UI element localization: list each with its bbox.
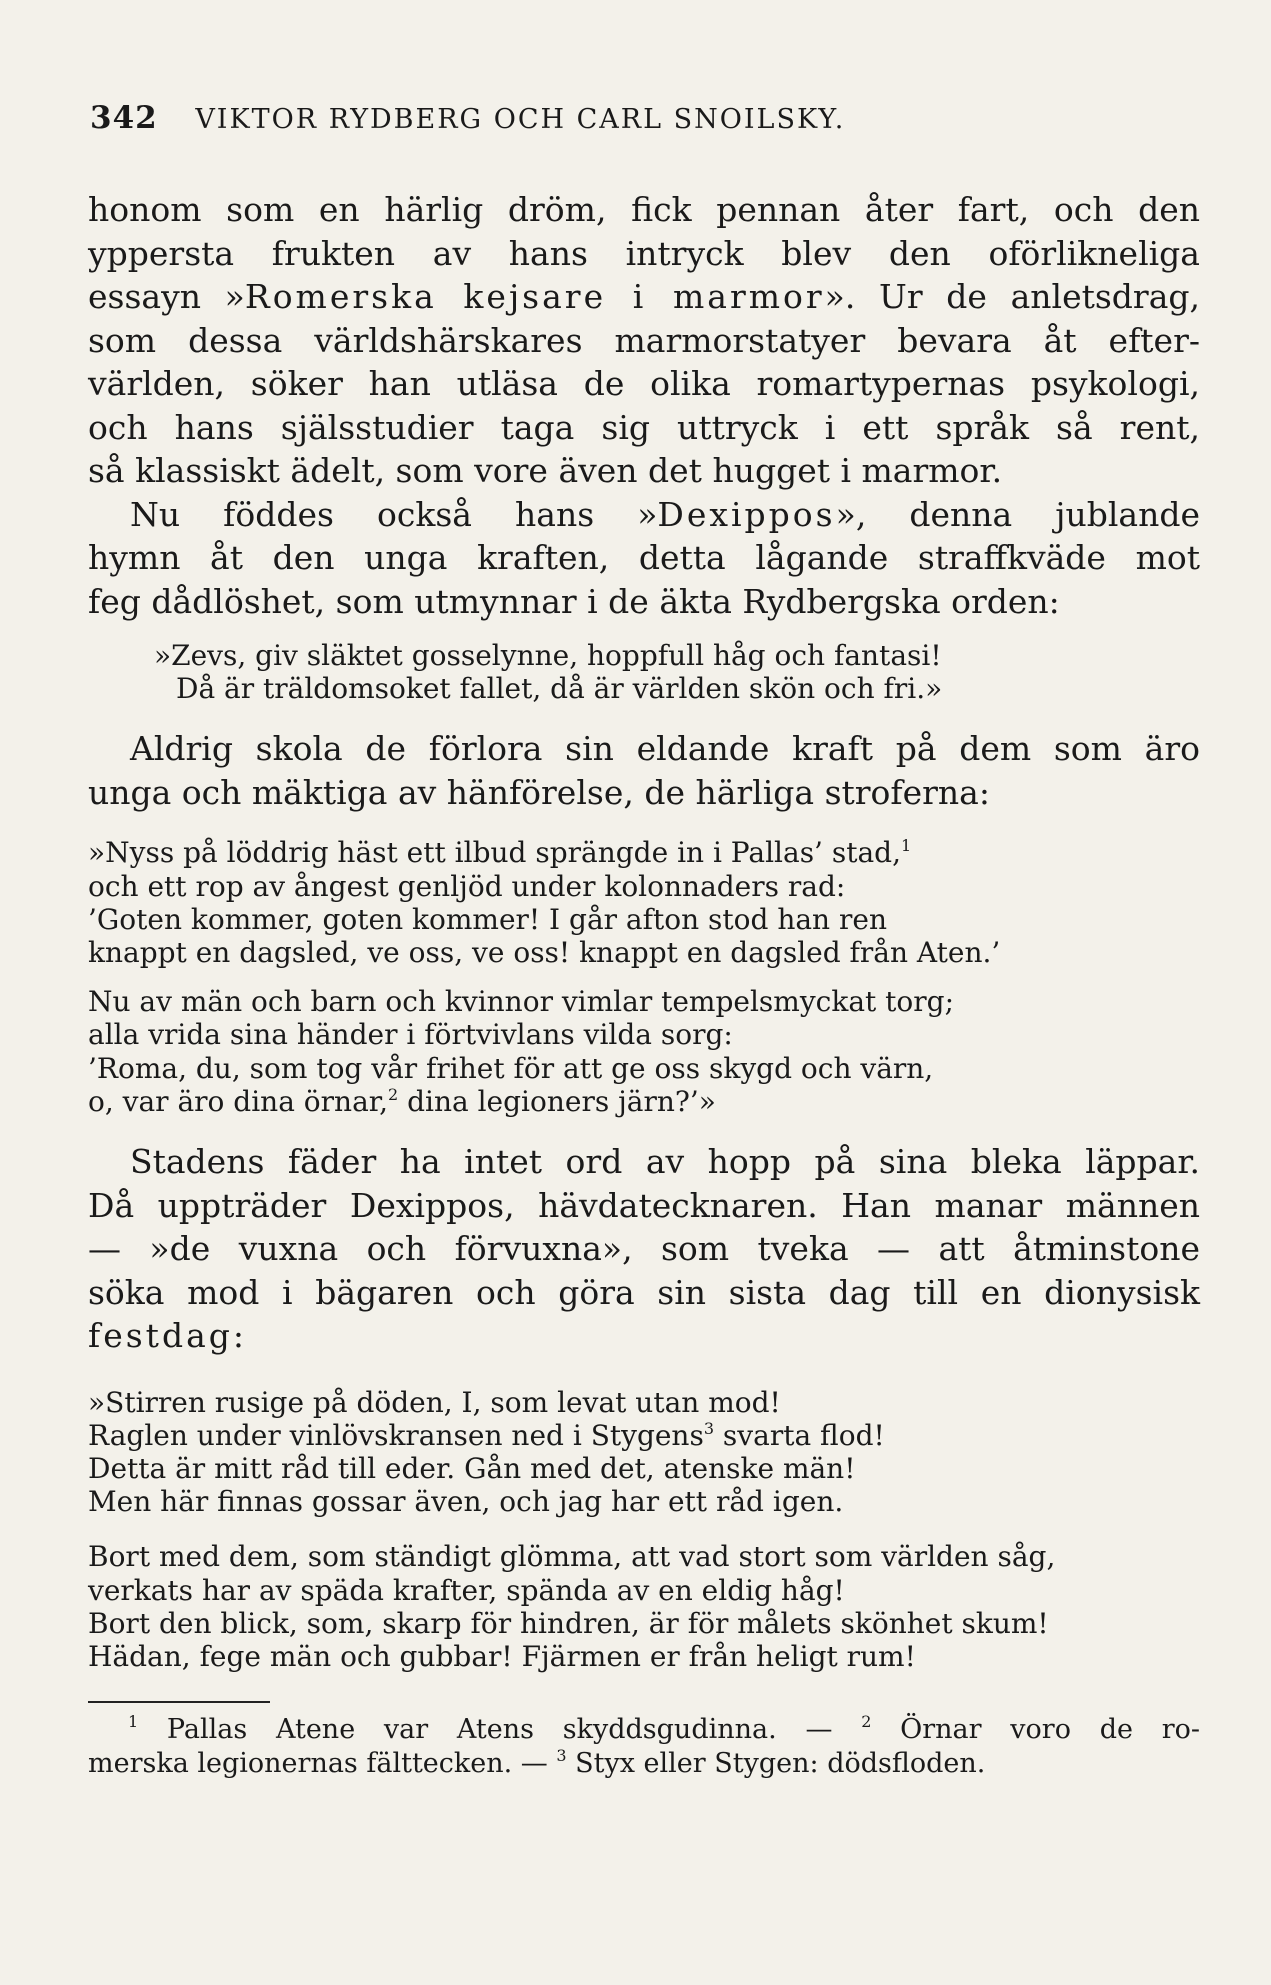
page-body — [88, 188, 1200, 1781]
text-line: honom som en härlig dröm, fick pennan åter fart, och den — [88, 190, 1200, 229]
footnote-line: $^1$ Pallas Atene var Atens skyddsgudinna. — $^2$ Örnar voro de ro- — [128, 1712, 1201, 1746]
footnote-ref: 3 — [703, 1418, 715, 1438]
text-line: söka mod i bägaren och göra sin sista dag till en dionysisk — [88, 1272, 1200, 1312]
verse-line: Raglen under vinlövskransen ned i Stygens$^3$ svarta flod! — [88, 1418, 885, 1452]
text-line: Aldrig skola de förlora sin eldande kraft på dem som äro — [130, 729, 1200, 769]
page-number: 342 — [90, 100, 158, 136]
text-line: hymn åt den unga kraften, detta lågande straffkväde mot — [88, 538, 1200, 577]
text-line: så klassiskt ädelt, som vore även det hugget i marmor. — [88, 451, 1003, 490]
text-line: som dessa världshärskares marmorstatyer bevara åt efter- — [88, 320, 1200, 360]
footnotes — [88, 1713, 1200, 1781]
running-head: VIKTOR RYDBERG OCH CARL SNOILSKY. — [195, 104, 846, 135]
verse-line: Bort med dem, som ständigt glömma, att vad stort som världen såg, — [88, 1540, 1056, 1574]
spaced-title: Romerska kejsare i marmor — [244, 277, 825, 316]
text-line: och hans själsstudier taga sig uttryck i ett språk så rent, — [88, 407, 1200, 447]
spaced-title: Dexippos — [657, 494, 836, 534]
verse-line: Hädan, fege män och gubbar! Fjärmen er från heligt rum! — [88, 1639, 916, 1673]
verse-line: »Nyss på löddrig häst ett ilbud sprängde in i Pallas’ stad,$^1$ — [88, 836, 912, 870]
paragraph-3 — [88, 727, 1200, 814]
verse-line: Detta är mitt råd till eder. Gån med det, atenske män! — [88, 1451, 856, 1485]
footnote-divider — [88, 1701, 270, 1703]
verse-line: Bort den blick, som, skarp för hindren, är för målets skönhet skum! — [88, 1606, 1049, 1640]
footnote-ref: 1 — [901, 836, 912, 856]
verse-line: ’Goten kommer, goten kommer! I går afton stod han ren — [88, 902, 887, 936]
text-line: världen, söker han utläsa de olika romartypernas psykologi, — [88, 364, 1200, 403]
verse-line: Nu av män och barn och kvinnor vimlar tempelsmyckat torg; — [88, 985, 955, 1019]
text-line: essayn »Romerska kejsare i marmor». Ur de anletsdrag, — [88, 277, 1200, 316]
verse-line: knappt en dagsled, ve oss, ve oss! knappt en dagsled från Aten.’ — [88, 936, 1001, 970]
verse-line: »Stirren rusige på döden, I, som levat utan mod! — [88, 1385, 781, 1419]
verse-line: och ett rop av ångest genljöd under kolonnaders rad: — [88, 869, 846, 903]
verse-quote-5 — [88, 1540, 1200, 1673]
text-line: Nu föddes också hans »Dexippos», denna jublande — [130, 494, 1200, 534]
paragraph-4 — [88, 1140, 1200, 1358]
text-line: Då uppträder Dexippos, hävdatecknaren. Han manar männen — [88, 1185, 1200, 1225]
verse-line: Då är träldomsoket fallet, då är världen skön och fri.» — [176, 672, 943, 706]
verse-quote-1 — [88, 639, 1200, 705]
text-line: festdag: — [88, 1316, 244, 1356]
verse-quote-3 — [88, 985, 1200, 1118]
text-line: yppersta frukten av hans intryck blev den oförlikneliga — [88, 233, 1200, 273]
verse-line: verkats har av späda krafter, spända av en eldig håg! — [88, 1573, 845, 1607]
footnote-ref: 2 — [387, 1084, 399, 1104]
verse-line: »Zevs, giv släktet gosselynne, hoppfull håg och fantasi! — [154, 639, 942, 672]
text-line: feg dådlöshet, som utmynnar i de äkta Rydbergska orden: — [88, 581, 1060, 621]
paragraph-2 — [88, 493, 1200, 624]
verse-quote-4 — [88, 1386, 1200, 1519]
footnote-line: merska legionernas fälttecken. — $^3$ Styx eller Stygen: dödsfloden. — [88, 1746, 986, 1780]
verse-line: o, var äro dina örnar,$^2$ dina legioners järn?’» — [88, 1084, 716, 1118]
text-line: Stadens fäder ha intet ord av hopp på sina bleka läppar. — [130, 1142, 1200, 1182]
verse-line: ’Roma, du, som tog vår frihet för att ge oss skygd och värn, — [88, 1051, 934, 1085]
text-line: — »de vuxna och förvuxna», som tveka — att åtminstone — [88, 1229, 1200, 1269]
verse-line: Men här finnas gossar även, och jag har ett råd igen. — [88, 1485, 844, 1519]
verse-quote-2 — [88, 836, 1200, 969]
page-header — [90, 100, 1200, 136]
verse-line: alla vrida sina händer i förtvivlans vilda sorg: — [88, 1018, 733, 1052]
text-line: unga och mäktiga av hänförelse, de härliga stroferna: — [88, 772, 990, 812]
paragraph-1 — [88, 188, 1200, 493]
